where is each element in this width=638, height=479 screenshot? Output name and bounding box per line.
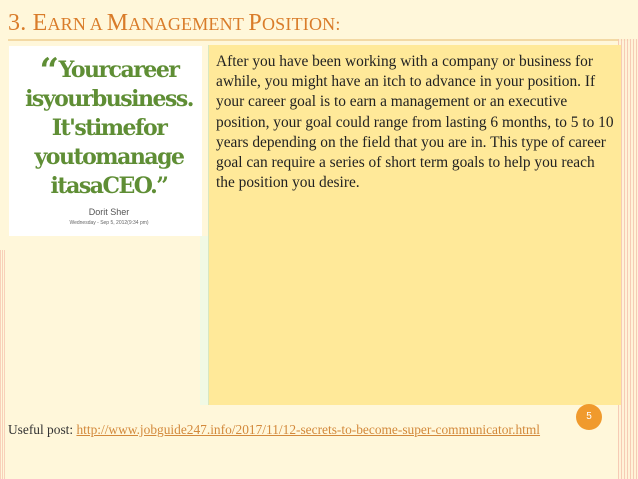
quote-date: Wednesday - Sep 5, 2012(9:34 pm) (69, 220, 149, 226)
quote-line: It'stimefor (51, 115, 167, 141)
title-part: ANAGEMENT (128, 14, 249, 34)
quote-line: itasaCEO.” (50, 173, 168, 199)
title-part: ARN A (47, 14, 107, 34)
quote-line-text: Yourcareer (58, 57, 179, 83)
footer-useful-post (8, 420, 606, 440)
title-part: P (248, 10, 262, 36)
content-text-box (208, 45, 621, 405)
footer-label: Useful post: (8, 422, 77, 437)
title-part: 3. E (8, 10, 48, 36)
content-background-strip (200, 236, 208, 405)
right-border-decoration (618, 39, 638, 479)
quote-mark: “ (39, 51, 58, 91)
quote-line (16, 51, 202, 91)
slide-title (8, 9, 628, 37)
left-border-decoration (0, 250, 6, 479)
body-paragraph: After you have been working with a company or business for awhile, you might have an itch to advance in your position. If your career goal is to earn a management or an executive position, your goal could range from lasting 6 months, to 5 to 10 years depending on the field that you are in. This type of career goal can require a series of short term goals to help you reach the position you desire. (216, 53, 614, 192)
footer-link[interactable]: http://www.jobguide247.info/2017/11/12-secrets-to-become-super-communicator.html (76, 422, 541, 437)
quote-line: youtomanage (34, 144, 184, 170)
quote-image (9, 46, 202, 236)
quote-text (16, 51, 202, 201)
title-part: OSITION: (261, 14, 341, 34)
title-divider (8, 39, 630, 41)
page-number-badge: 5 (576, 404, 602, 430)
quote-line: isyourbusiness. (25, 86, 193, 112)
quote-author: Dorit Sher (88, 207, 130, 217)
title-part: M (106, 10, 129, 36)
